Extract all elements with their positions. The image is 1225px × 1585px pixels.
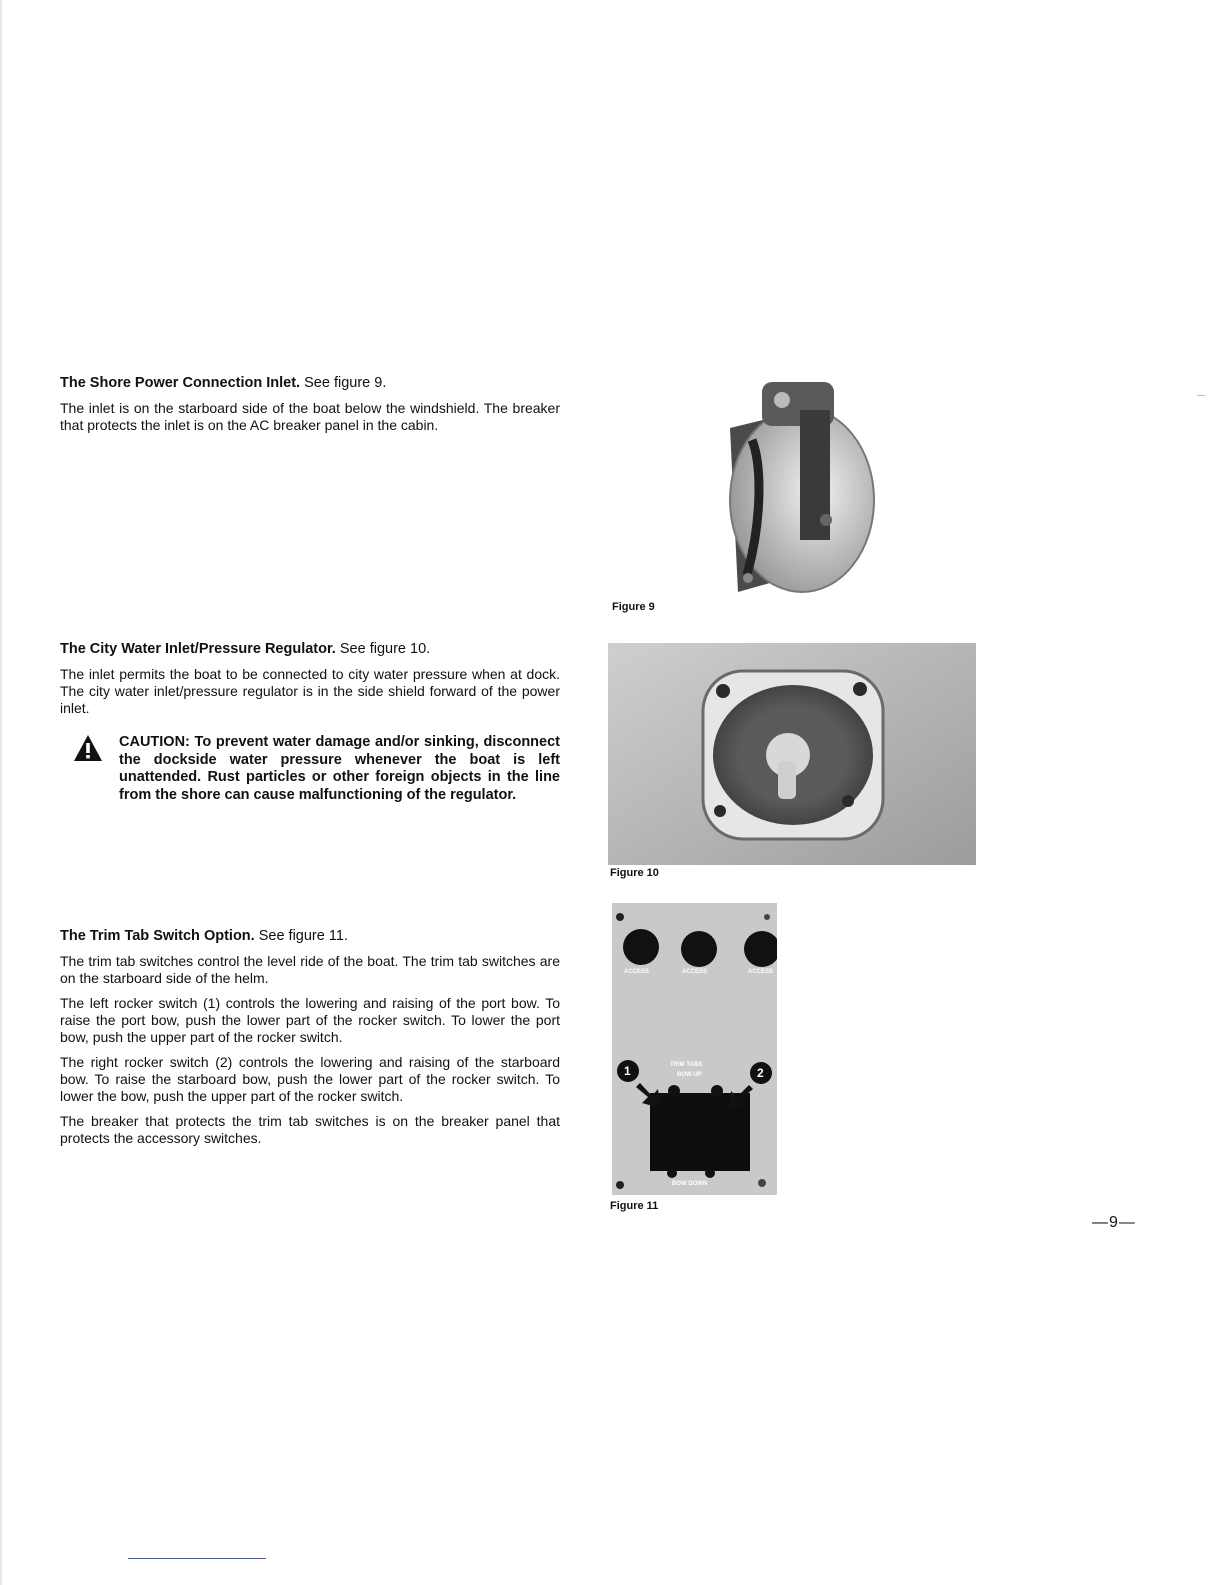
trim-tab-paragraph: The left rocker switch (1) controls the lowering and raising of the port bow. To raise the port bow, push the lower part of the rocker switch. To lower the port bow, push the upper part of the rocker switch. [60, 995, 560, 1045]
caution-text: CAUTION: To prevent water damage and/or sinking, disconnect the dockside water pressure whenever the boat is left unattended. Rust particles or other foreign objects in the line from the shore can cause malfunctioning of the regulator. [119, 734, 560, 803]
caution-block [60, 734, 560, 804]
city-water-heading-bold: The City Water Inlet/Pressure Regulator. [60, 641, 336, 657]
page-number: —9— [1092, 1214, 1136, 1231]
trim-tab-panel-drawing [612, 903, 777, 1195]
access-label-3: ACCESS [748, 969, 774, 975]
shore-power-heading-bold: The Shore Power Connection Inlet. [60, 375, 301, 391]
trim-tab-paragraph: The trim tab switches control the level ride of the boat. The trim tab switches are on the starboard side of the helm. [60, 953, 560, 986]
page-edge [0, 0, 2, 1585]
access-label-1: ACCESS [624, 969, 650, 975]
access-label-2: ACCESS [682, 969, 708, 975]
figure-11-caption: Figure 11 [610, 1200, 659, 1212]
figure-10-caption: Figure 10 [610, 867, 659, 879]
city-water-heading [60, 640, 560, 658]
bow-down-label: BOW DOWN [672, 1181, 708, 1187]
figure-9-shore-power-inlet-photo [612, 370, 882, 602]
callout-1-label: 1 [624, 1064, 631, 1078]
city-water-body: The inlet permits the boat to be connected to city water pressure when at dock. The city water inlet/pressure regulator is in the side shield forward of the power inlet. [60, 666, 560, 716]
shore-power-body: The inlet is on the starboard side of the boat below the windshield. The breaker that protects the inlet is on the AC breaker panel in the cabin. [60, 400, 560, 433]
trim-tab-heading-bold: The Trim Tab Switch Option. [60, 928, 255, 944]
city-water-section [60, 640, 560, 725]
edge-mark [1197, 395, 1205, 396]
city-water-heading-ref: See figure 10. [335, 641, 431, 657]
trim-tab-section [60, 927, 560, 1155]
bow-up-label: BOW UP [677, 1072, 702, 1078]
trim-tab-paragraph: The right rocker switch (2) controls the lowering and raising of the starboard bow. To raise the starboard bow, push the lower part of the rocker switch. To lower the bow, push the upper part of the rocker switch. [60, 1054, 560, 1104]
figure-10-city-water-inlet-photo [608, 643, 976, 865]
trim-tabs-label: TRIM TABS [670, 1062, 703, 1068]
shore-power-heading [60, 374, 560, 392]
shore-power-section [60, 374, 560, 442]
figure-9-caption: Figure 9 [612, 601, 655, 613]
trim-tab-heading-ref: See figure 11. [254, 928, 348, 944]
footer-line [128, 1558, 266, 1559]
figure-11-trim-tab-panel-photo [612, 903, 777, 1195]
callout-2-label: 2 [757, 1066, 764, 1080]
warning-triangle-icon [73, 734, 103, 762]
shore-power-heading-ref: See figure 9. [300, 375, 387, 391]
trim-tab-heading [60, 927, 560, 945]
trim-tab-paragraph: The breaker that protects the trim tab switches is on the breaker panel that protects the accessory switches. [60, 1113, 560, 1146]
